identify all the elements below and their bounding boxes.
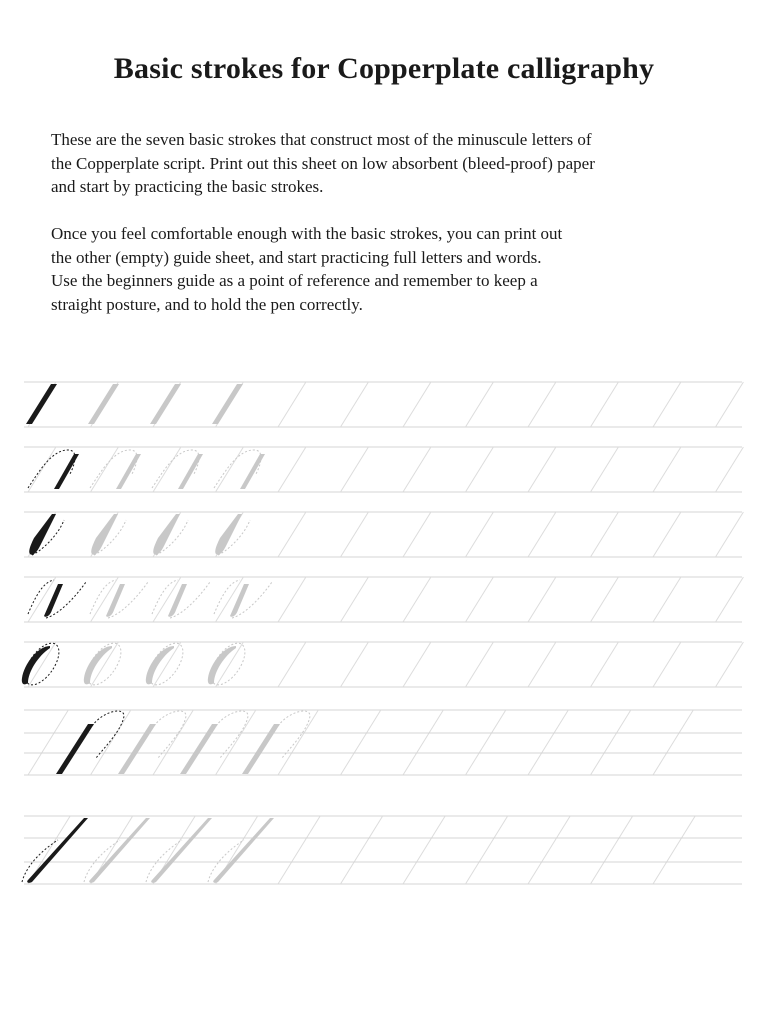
hairline-mark <box>278 711 310 758</box>
slant-line <box>403 447 431 492</box>
slant-line <box>528 447 556 492</box>
full-pressure-stroke-trace <box>212 384 243 424</box>
instruction-line: Once you feel comfortable enough with the basic strokes, you can print out <box>51 224 563 243</box>
oval-trace <box>142 637 189 690</box>
slant-line <box>341 447 369 492</box>
slant-line <box>466 577 494 622</box>
slant-line <box>341 382 369 427</box>
slant-line <box>466 816 508 884</box>
slant-line <box>341 642 369 687</box>
slant-line <box>716 512 744 557</box>
pressure-stroke-mark <box>212 384 243 424</box>
overturn-trace <box>91 514 126 555</box>
slant-line <box>653 512 681 557</box>
slant-line <box>466 512 494 557</box>
slant-line <box>466 642 494 687</box>
intro-line: the Copperplate script. Print out this sheet on low absorbent (bleed-proof) paper <box>51 153 595 173</box>
slant-line <box>341 710 381 775</box>
descending-stem-loop-trace <box>146 818 212 883</box>
pressure-stroke-mark <box>180 724 218 774</box>
hairline-mark <box>92 711 124 758</box>
practice-worksheet <box>0 370 768 900</box>
slant-line <box>403 512 431 557</box>
slant-line <box>653 577 681 622</box>
pressure-stroke-mark <box>106 584 125 617</box>
slant-line <box>591 816 633 884</box>
pressure-stroke-mark <box>88 384 119 424</box>
slant-line <box>591 577 619 622</box>
underturn-trace <box>152 450 203 489</box>
pressure-stroke-mark <box>89 818 150 883</box>
slant-line <box>653 710 693 775</box>
slant-line <box>591 382 619 427</box>
slant-line <box>528 382 556 427</box>
ascending-stem-loop-trace <box>118 711 186 774</box>
slant-line <box>153 447 181 492</box>
slant-line <box>653 447 681 492</box>
overturn-example <box>29 514 64 555</box>
slant-line <box>528 816 570 884</box>
instructions-paragraph <box>51 222 741 316</box>
compound-curve-trace <box>152 580 210 618</box>
intro-line: and start by practicing the basic strokes. <box>51 177 324 196</box>
guideline-grid <box>24 382 743 884</box>
slant-line <box>653 816 695 884</box>
slant-line <box>403 382 431 427</box>
slant-line <box>278 512 306 557</box>
slant-line <box>403 577 431 622</box>
descending-stem-loop-trace <box>208 818 274 883</box>
slant-line <box>716 577 744 622</box>
hairline-mark <box>216 711 248 758</box>
instruction-line: the other (empty) guide sheet, and start practicing full letters and words. <box>51 247 542 267</box>
pressure-stroke-mark <box>56 724 94 774</box>
ascending-stem-loop-trace <box>180 711 248 774</box>
hairline-mark <box>22 840 58 882</box>
pressure-stroke-mark <box>150 384 181 424</box>
hairline-mark <box>84 840 120 882</box>
slant-line <box>591 512 619 557</box>
slant-line <box>278 577 306 622</box>
overturn-trace <box>215 514 250 555</box>
overturn-trace <box>153 514 188 555</box>
pressure-stroke-mark <box>44 584 63 617</box>
slant-line <box>403 710 443 775</box>
slant-line <box>591 447 619 492</box>
slant-line <box>528 642 556 687</box>
pressure-stroke-mark <box>26 384 57 424</box>
slant-line <box>341 577 369 622</box>
slant-line <box>403 642 431 687</box>
compound-curve-example <box>28 580 86 618</box>
slant-line <box>591 642 619 687</box>
pressure-stroke-mark <box>54 454 79 489</box>
pressure-stroke-mark <box>178 454 203 489</box>
pressure-stroke-mark <box>240 454 265 489</box>
slant-line <box>716 447 744 492</box>
slant-line <box>653 382 681 427</box>
slant-line <box>91 447 119 492</box>
full-pressure-stroke-example <box>26 384 57 424</box>
slant-line <box>653 642 681 687</box>
slant-line <box>278 816 320 884</box>
slant-line <box>466 710 506 775</box>
slant-line <box>341 816 383 884</box>
hairline-mark <box>154 711 186 758</box>
full-pressure-stroke-trace <box>150 384 181 424</box>
oval-trace <box>204 637 251 690</box>
slant-line <box>528 512 556 557</box>
slant-line <box>528 577 556 622</box>
underturn-trace <box>90 450 141 489</box>
intro-line: These are the seven basic strokes that construct most of the minuscule letters of <box>51 130 592 149</box>
slant-line <box>278 642 306 687</box>
page-title: Basic strokes for Copperplate calligraphy <box>113 52 655 85</box>
ascending-stem-loop-trace <box>242 711 310 774</box>
pressure-stroke-mark <box>151 818 212 883</box>
stroke-examples <box>18 384 310 883</box>
pressure-stroke-mark <box>213 818 274 883</box>
slant-line <box>466 447 494 492</box>
pressure-stroke-mark <box>116 454 141 489</box>
pressure-stroke-mark <box>118 724 156 774</box>
descending-stem-loop-example <box>22 818 88 883</box>
slant-line <box>716 382 744 427</box>
slant-line <box>716 642 744 687</box>
slant-line <box>278 447 306 492</box>
slant-line <box>28 447 56 492</box>
instruction-line: straight posture, and to hold the pen correctly. <box>51 294 363 314</box>
slant-line <box>278 382 306 427</box>
pressure-stroke-mark <box>230 584 249 617</box>
underturn-example <box>28 450 79 489</box>
slant-line <box>591 710 631 775</box>
oval-trace <box>80 637 127 690</box>
slant-line <box>403 816 445 884</box>
instruction-line: Use the beginners guide as a point of reference and remember to keep a <box>51 271 538 290</box>
slant-line <box>466 382 494 427</box>
compound-curve-trace <box>90 580 148 618</box>
descending-stem-loop-trace <box>84 818 150 883</box>
pressure-stroke-mark <box>27 818 88 883</box>
ascending-stem-loop-example <box>56 711 124 774</box>
full-pressure-stroke-trace <box>88 384 119 424</box>
underturn-trace <box>214 450 265 489</box>
pressure-stroke-mark <box>242 724 280 774</box>
compound-curve-trace <box>214 580 272 618</box>
slant-line <box>341 512 369 557</box>
slant-line <box>216 447 244 492</box>
intro-paragraph <box>51 128 741 199</box>
slant-line <box>528 710 568 775</box>
pressure-stroke-mark <box>168 584 187 617</box>
